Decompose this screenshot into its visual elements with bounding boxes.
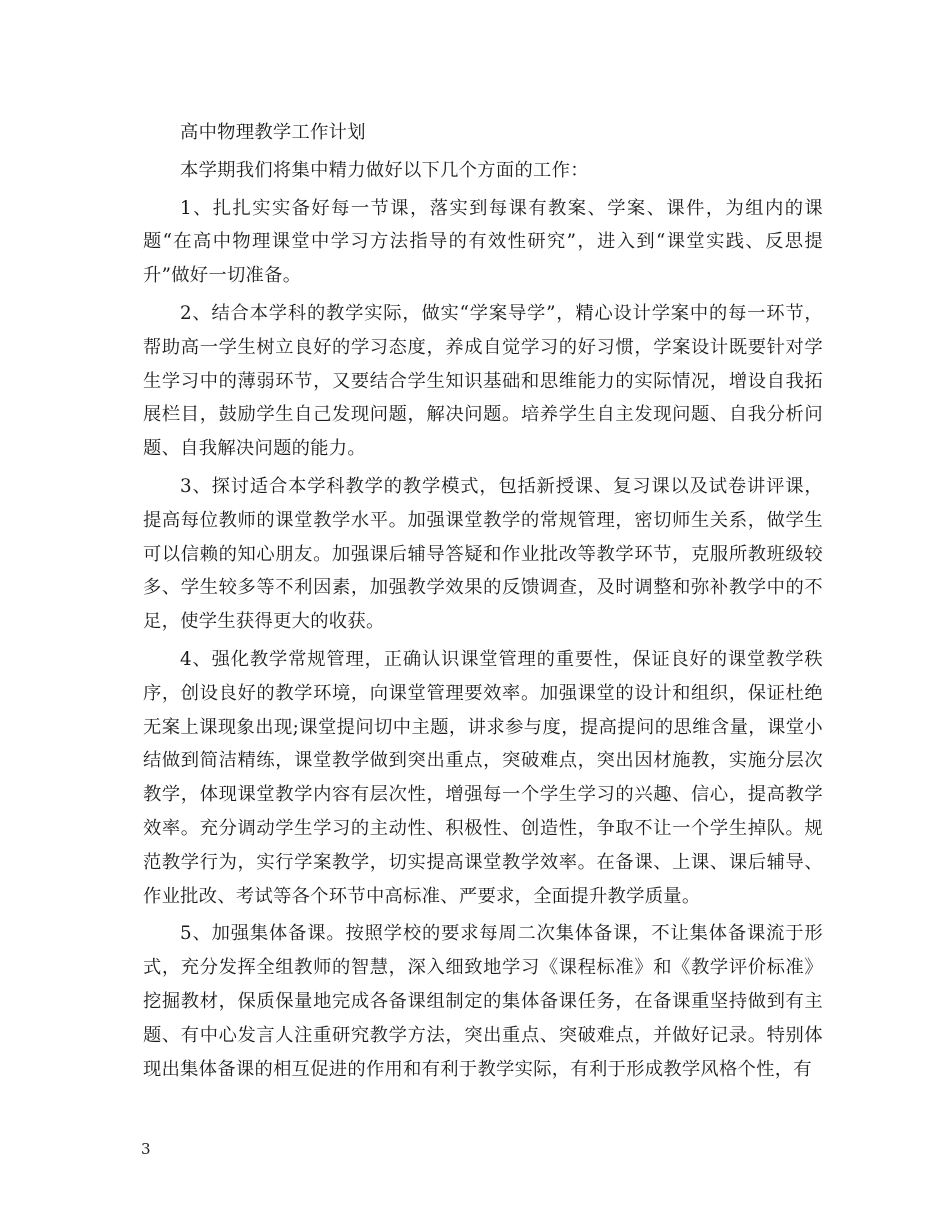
paragraph-item-5: 5、加强集体备课。按照学校的要求每周二次集体备课，不让集体备课流于形式，充分发挥全组教师的智慧，深入细致地学习《课程标准》和《教学评价标准》挖掘教材，保质保量地完成各备课组制定的集体备课任务，在备课重坚持做到有主题、有中心发言人注重研究教学方法，突出重点、突破难点，并做好记录。特别体现出集体备课的相互促进的作用和有利于教学实际，有利于形成教学风格个性，有 <box>143 923 823 1080</box>
document-title: 高中物理教学工作计划 <box>180 122 366 143</box>
paragraph-item-3: 3、探讨适合本学科教学的教学模式，包括新授课、复习课以及试卷讲评课，提高每位教师的课堂教学水平。加强课堂教学的常规管理，密切师生关系，做学生可以信赖的知心朋友。加强课后辅导答疑和作业批改等教学环节，克服所教班级较多、学生较多等不利因素，加强教学效果的反馈调查，及时调整和弥补教学中的不足，使学生获得更大的收获。 <box>143 475 823 633</box>
paragraph-item-4: 4、强化教学常规管理，正确认识课堂管理的重要性，保证良好的课堂教学秩序，创设良好的教学环境，向课堂管理要效率。加强课堂的设计和组织，保证杜绝无案上课现象出现;课堂提问切中主题，讲求参与度，提高提问的思维含量，课堂小结做到简洁精练，课堂教学做到突出重点，突破难点，突出因材施教，实施分层次教学，体现课堂教学内容有层次性，增强每一个学生学习的兴趣、信心，提高教学效率。充分调动学生学习的主动性、积极性、创造性，争取不让一个学生掉队。规范教学行为，实行学案教学，切实提高课堂教学效率。在备课、上课、课后辅导、作业批改、考试等各个环节中高标准、严要求，全面提升教学质量。 <box>143 648 823 907</box>
page-number: 3 <box>141 1140 151 1158</box>
document-body <box>143 116 823 1090</box>
intro-paragraph: 本学期我们将集中精力做好以下几个方面的工作： <box>180 159 589 181</box>
paragraph-item-2: 2、结合本学科的教学实际，做实“学案导学”，精心设计学案中的每一环节，帮助高一学生树立良好的学习态度，养成自觉学习的好习惯，学案设计既要针对学生学习中的薄弱环节，又要结合学生知识基础和思维能力的实际情况，增设自我拓展栏目，鼓励学生自己发现问题，解决问题。培养学生自主发现问题、自我分析问题、自我解决问题的能力。 <box>143 302 823 460</box>
paragraph-item-1: 1、扎扎实实备好每一节课，落实到每课有教案、学案、课件，为组内的课题“在高中物理课堂中学习方法指导的有效性研究”，进入到“课堂实践、反思提升”做好一切准备。 <box>143 197 823 287</box>
